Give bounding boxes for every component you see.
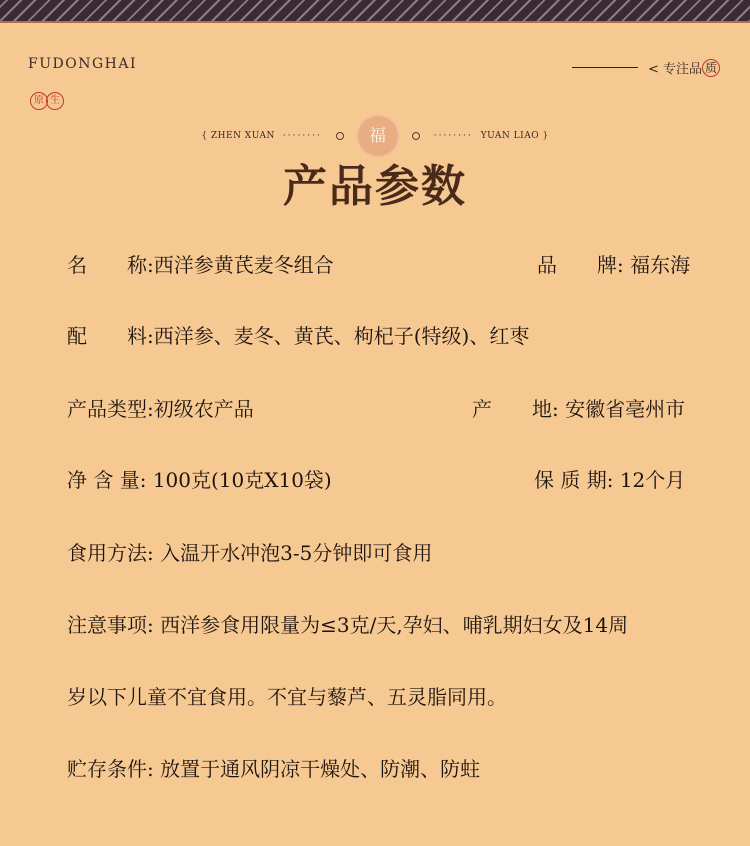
param-row-net	[67, 464, 332, 493]
param-shelf-life	[534, 464, 685, 493]
stamp-logo	[30, 92, 62, 110]
param-row-ingredients	[67, 320, 529, 349]
param-value: 放置于通风阴凉干燥处、防潮、防蛀	[160, 757, 481, 781]
ring-dot-icon	[336, 132, 344, 140]
param-value: 安徽省亳州市	[565, 397, 686, 421]
tagline-circled-char: 质	[702, 59, 720, 77]
param-label: 保 质 期:	[534, 468, 614, 492]
decorative-border	[0, 0, 750, 21]
param-row-notice-cont	[67, 681, 507, 710]
border-line	[0, 21, 750, 23]
param-label: 注意事项:	[67, 613, 154, 637]
ring-dot-icon	[412, 132, 420, 140]
param-value: 西洋参食用限量为≤3克/天,孕妇、哺乳期妇女及14周	[160, 613, 629, 637]
param-label: 产 地:	[472, 397, 559, 421]
dots-divider: ········	[433, 131, 473, 141]
param-label: 贮存条件:	[67, 757, 154, 781]
param-label: 配 料:	[67, 324, 154, 348]
param-value: 岁以下儿童不宜食用。不宜与藜芦、五灵脂同用。	[67, 685, 507, 709]
param-row-storage	[67, 753, 480, 782]
page-title: 产品参数	[283, 161, 467, 212]
param-value: 福东海	[630, 253, 691, 277]
param-label: 产品类型:	[67, 397, 154, 421]
fu-seal: 福	[356, 114, 400, 158]
sub-right-text: YUAN LIAO }	[480, 131, 549, 141]
param-origin	[472, 393, 685, 422]
stamp-char: 生	[46, 92, 64, 110]
param-value: 西洋参黄芪麦冬组合	[153, 253, 334, 277]
sub-left-text: { ZHEN XUAN	[201, 131, 275, 141]
param-value: 100克(10克X10袋)	[152, 468, 332, 492]
param-row-notice	[67, 609, 628, 638]
param-value: 入温开水冲泡3-5分钟即可食用	[160, 541, 433, 565]
param-value: 西洋参、麦冬、黄芪、枸杞子(特级)、红枣	[153, 324, 530, 348]
dots-divider: ········	[282, 131, 322, 141]
param-label: 食用方法:	[67, 541, 154, 565]
param-label: 名 称:	[67, 253, 154, 277]
param-brand	[537, 249, 690, 278]
param-label: 品 牌:	[537, 253, 624, 277]
param-row-type	[67, 393, 254, 422]
tagline	[572, 58, 720, 77]
tagline-text: < 专注品	[647, 62, 702, 77]
param-value: 初级农产品	[153, 397, 254, 421]
stamp-char: 原	[30, 92, 48, 110]
param-row-name	[67, 249, 334, 278]
param-value: 12个月	[619, 468, 686, 492]
param-row-usage	[67, 537, 432, 566]
param-label: 净 含 量:	[67, 468, 147, 492]
tagline-rule	[572, 67, 638, 68]
brand-name: FUDONGHAI	[28, 56, 137, 72]
